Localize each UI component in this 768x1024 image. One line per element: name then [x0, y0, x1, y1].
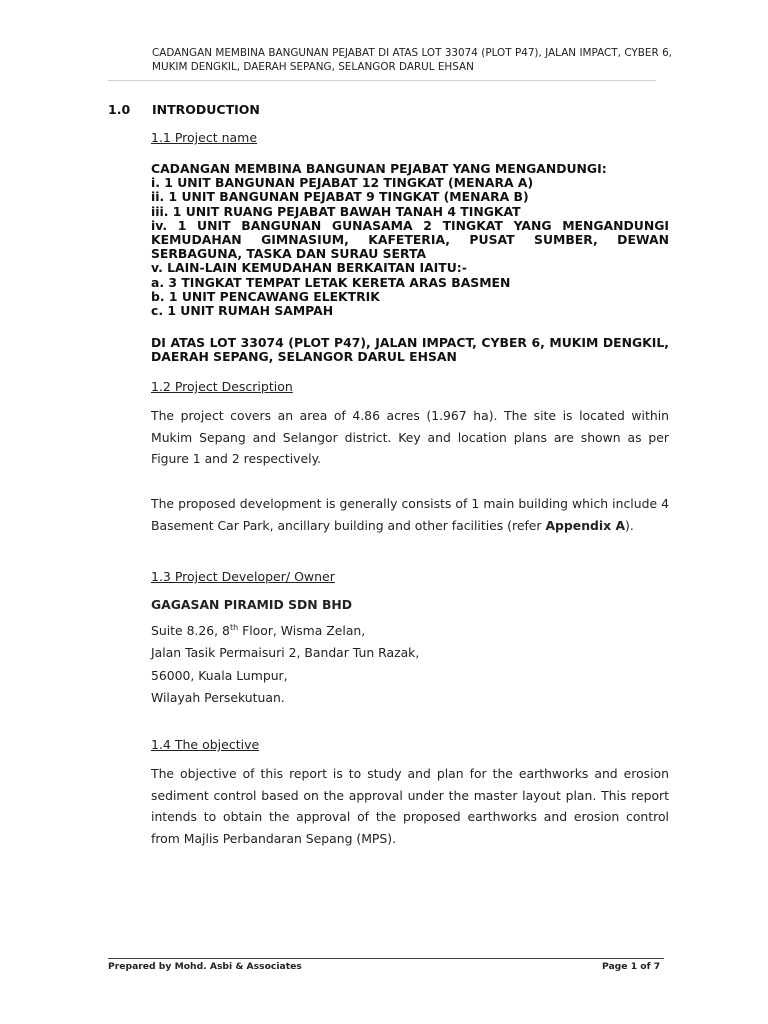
project-name-line: iv. 1 UNIT BANGUNAN GUNASAMA 2 TINGKAT YANG MENGANDUNGI KEMUDAHAN GIMNASIUM, KAFETERIA, PUSAT SUMBER, DEWAN SERBAGUNA, TASKA DAN SURAU SERTA [151, 217, 669, 262]
suite-text: Suite 8.26, 8 [151, 622, 230, 638]
company-name: GAGASAN PIRAMID SDN BHD [151, 597, 353, 612]
description-text: The proposed development is generally consists of 1 main building which include 4 Basement Car Park, ancillary building and other facilities (refer [151, 496, 669, 533]
project-name-line: b. 1 UNIT PENCAWANG ELEKTRIK [151, 288, 380, 304]
section-title: INTRODUCTION [152, 102, 260, 117]
address-line-1 [151, 617, 669, 643]
header-line-2: MUKIM DENGKIL, DAERAH SEPANG, SELANGOR DARUL EHSAN [152, 61, 474, 73]
project-name-line: iii. 1 UNIT RUANG PEJABAT BAWAH TANAH 4 TINGKAT [151, 203, 521, 219]
subheading-developer: 1.3 Project Developer/ Owner [151, 569, 335, 584]
developer-address [151, 594, 669, 710]
section-number: 1.0 [108, 102, 131, 117]
project-name-line: ii. 1 UNIT BANGUNAN PEJABAT 9 TINGKAT (MENARA B) [151, 189, 529, 205]
section-heading [108, 102, 260, 117]
ordinal-suffix: th [229, 622, 239, 632]
subheading-objective: 1.4 The objective [151, 737, 260, 752]
description-text-end: ). [625, 517, 634, 533]
footer-divider [108, 958, 664, 959]
project-name-line: CADANGAN MEMBINA BANGUNAN PEJABAT YANG MENGANDUNGI: [151, 161, 607, 176]
project-location [151, 336, 669, 364]
header-line-1: CADANGAN MEMBINA BANGUNAN PEJABAT DI ATAS LOT 33074 (PLOT P47), JALAN IMPACT, CYBER 6, [152, 47, 672, 59]
description-paragraph-1: The project covers an area of 4.86 acres (1.967 ha). The site is located within Mukim Sepang and Selangor district. Key and location plans are shown as per Figure 1 and 2 respectively. [151, 408, 669, 466]
project-name-list [151, 162, 669, 318]
address-line-2: Jalan Tasik Permaisuri 2, Bandar Tun Razak, [151, 645, 420, 661]
appendix-reference: Appendix A [545, 517, 626, 533]
address-line-3: 56000, Kuala Lumpur, [151, 667, 288, 683]
address-line-4: Wilayah Persekutuan. [151, 690, 285, 706]
project-name-line: c. 1 UNIT RUMAH SAMPAH [151, 303, 334, 319]
running-header [152, 46, 672, 74]
page-number: Page 1 of 7 [602, 961, 661, 972]
header-divider [108, 80, 656, 81]
footer-preparer: Prepared by Mohd. Asbi & Associates [108, 961, 302, 972]
objective-paragraph: The objective of this report is to study and plan for the earthworks and erosion sediment control based on the approval under the master layout plan. This report intends to obtain the approval of the proposed earthworks and erosion control from Majlis Perbandaran Sepang (MPS). [151, 766, 669, 846]
description-paragraph-2 [151, 493, 669, 536]
project-name-line: a. 3 TINGKAT TEMPAT LETAK KERETA ARAS BASMEN [151, 274, 511, 290]
floor-text: Floor, Wisma Zelan, [238, 622, 366, 638]
project-name-line: v. LAIN-LAIN KEMUDAHAN BERKAITAN IAITU:- [151, 260, 467, 276]
subheading-project-name: 1.1 Project name [151, 130, 258, 145]
subheading-project-description: 1.2 Project Description [151, 379, 293, 394]
project-location-text: DI ATAS LOT 33074 (PLOT P47), JALAN IMPACT, CYBER 6, MUKIM DENGKIL, DAERAH SEPANG, SELANGOR DARUL EHSAN [151, 335, 669, 365]
project-name-line: i. 1 UNIT BANGUNAN PEJABAT 12 TINGKAT (MENARA A) [151, 175, 534, 191]
